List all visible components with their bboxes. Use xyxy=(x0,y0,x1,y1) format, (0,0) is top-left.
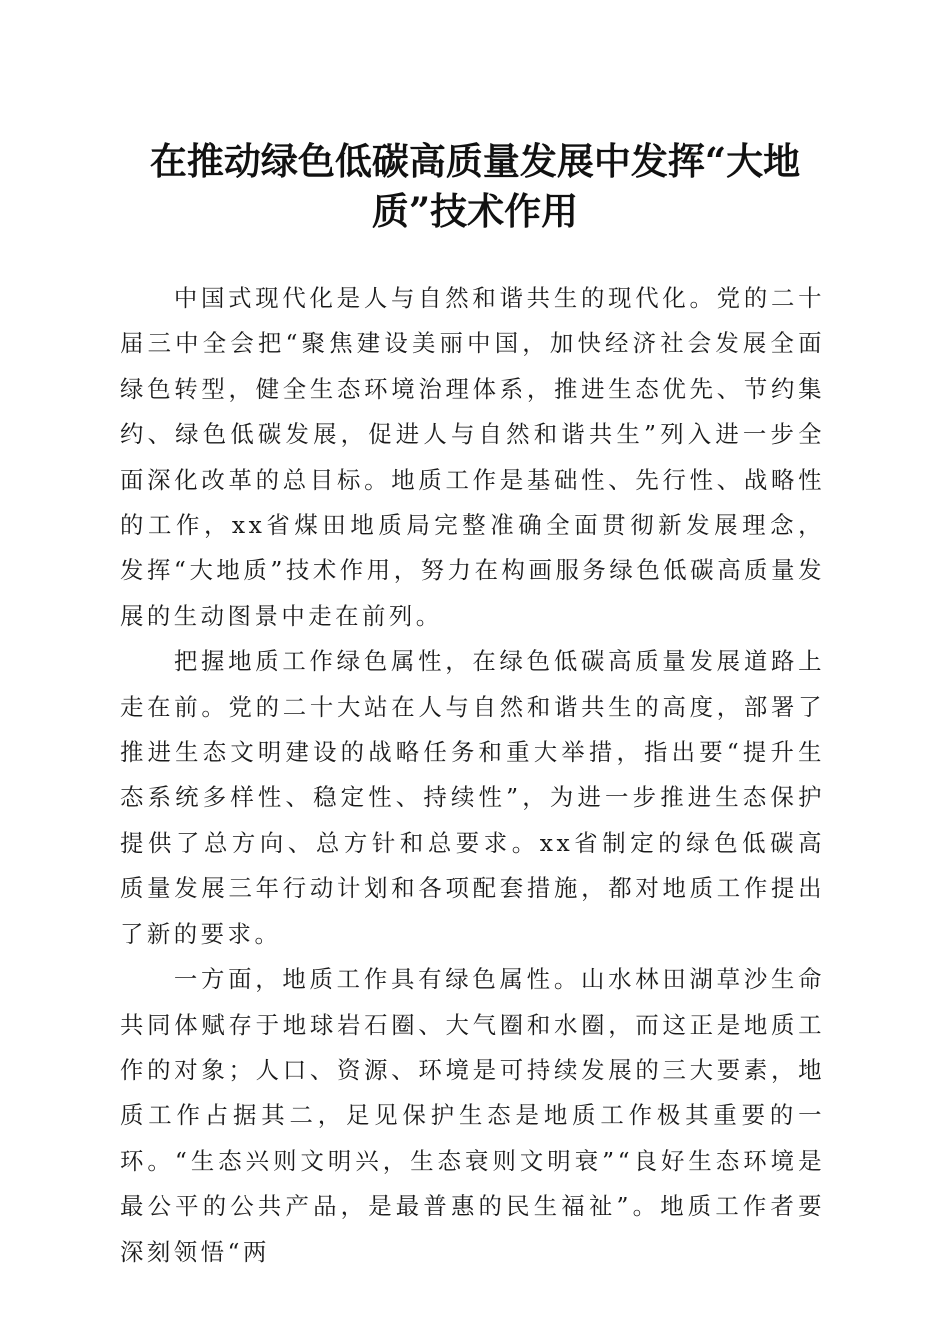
paragraph-3: 一方面，地质工作具有绿色属性。山水林田湖草沙生命共同体赋存于地球岩石圈、大气圈和水圈，而这正是地质工作的对象；人口、资源、环境是可持续发展的三大要素，地质工作占据其二，足见保护生态是地质工作极其重要的一环。“生态兴则文明兴，生态衰则文明衰”“良好生态环境是最公平的公共产品，是最普惠的民生福祉”。地质工作者要深刻领悟“两 xyxy=(120,965,825,1266)
paragraph-1: 中国式现代化是人与自然和谐共生的现代化。党的二十届三中全会把“聚焦建设美丽中国，加快经济社会发展全面绿色转型，健全生态环境治理体系，推进生态优先、节约集约、绿色低碳发展，促进人与自然和谐共生”列入进一步全面深化改革的总目标。地质工作是基础性、先行性、战略性的工作，xx省煤田地质局完整准确全面贯彻新发展理念，发挥“大地质”技术作用，努力在构画服务绿色低碳高质量发展的生动图景中走在前列。 xyxy=(120,284,825,630)
title-line-1: 在推动绿色低碳高质量发展中发挥“大地 xyxy=(149,139,801,183)
document-body xyxy=(120,276,825,1275)
title-line-2: 质”技术作用 xyxy=(371,189,579,233)
document-title xyxy=(120,136,830,236)
paragraph-2: 把握地质工作绿色属性，在绿色低碳高质量发展道路上走在前。党的二十大站在人与自然和谐共生的高度，部署了推进生态文明建设的战略任务和重大举措，指出要“提升生态系统多样性、稳定性、持续性”，为进一步推进生态保护提供了总方向、总方针和总要求。xx省制定的绿色低碳高质量发展三年行动计划和各项配套措施，都对地质工作提出了新的要求。 xyxy=(120,647,825,948)
